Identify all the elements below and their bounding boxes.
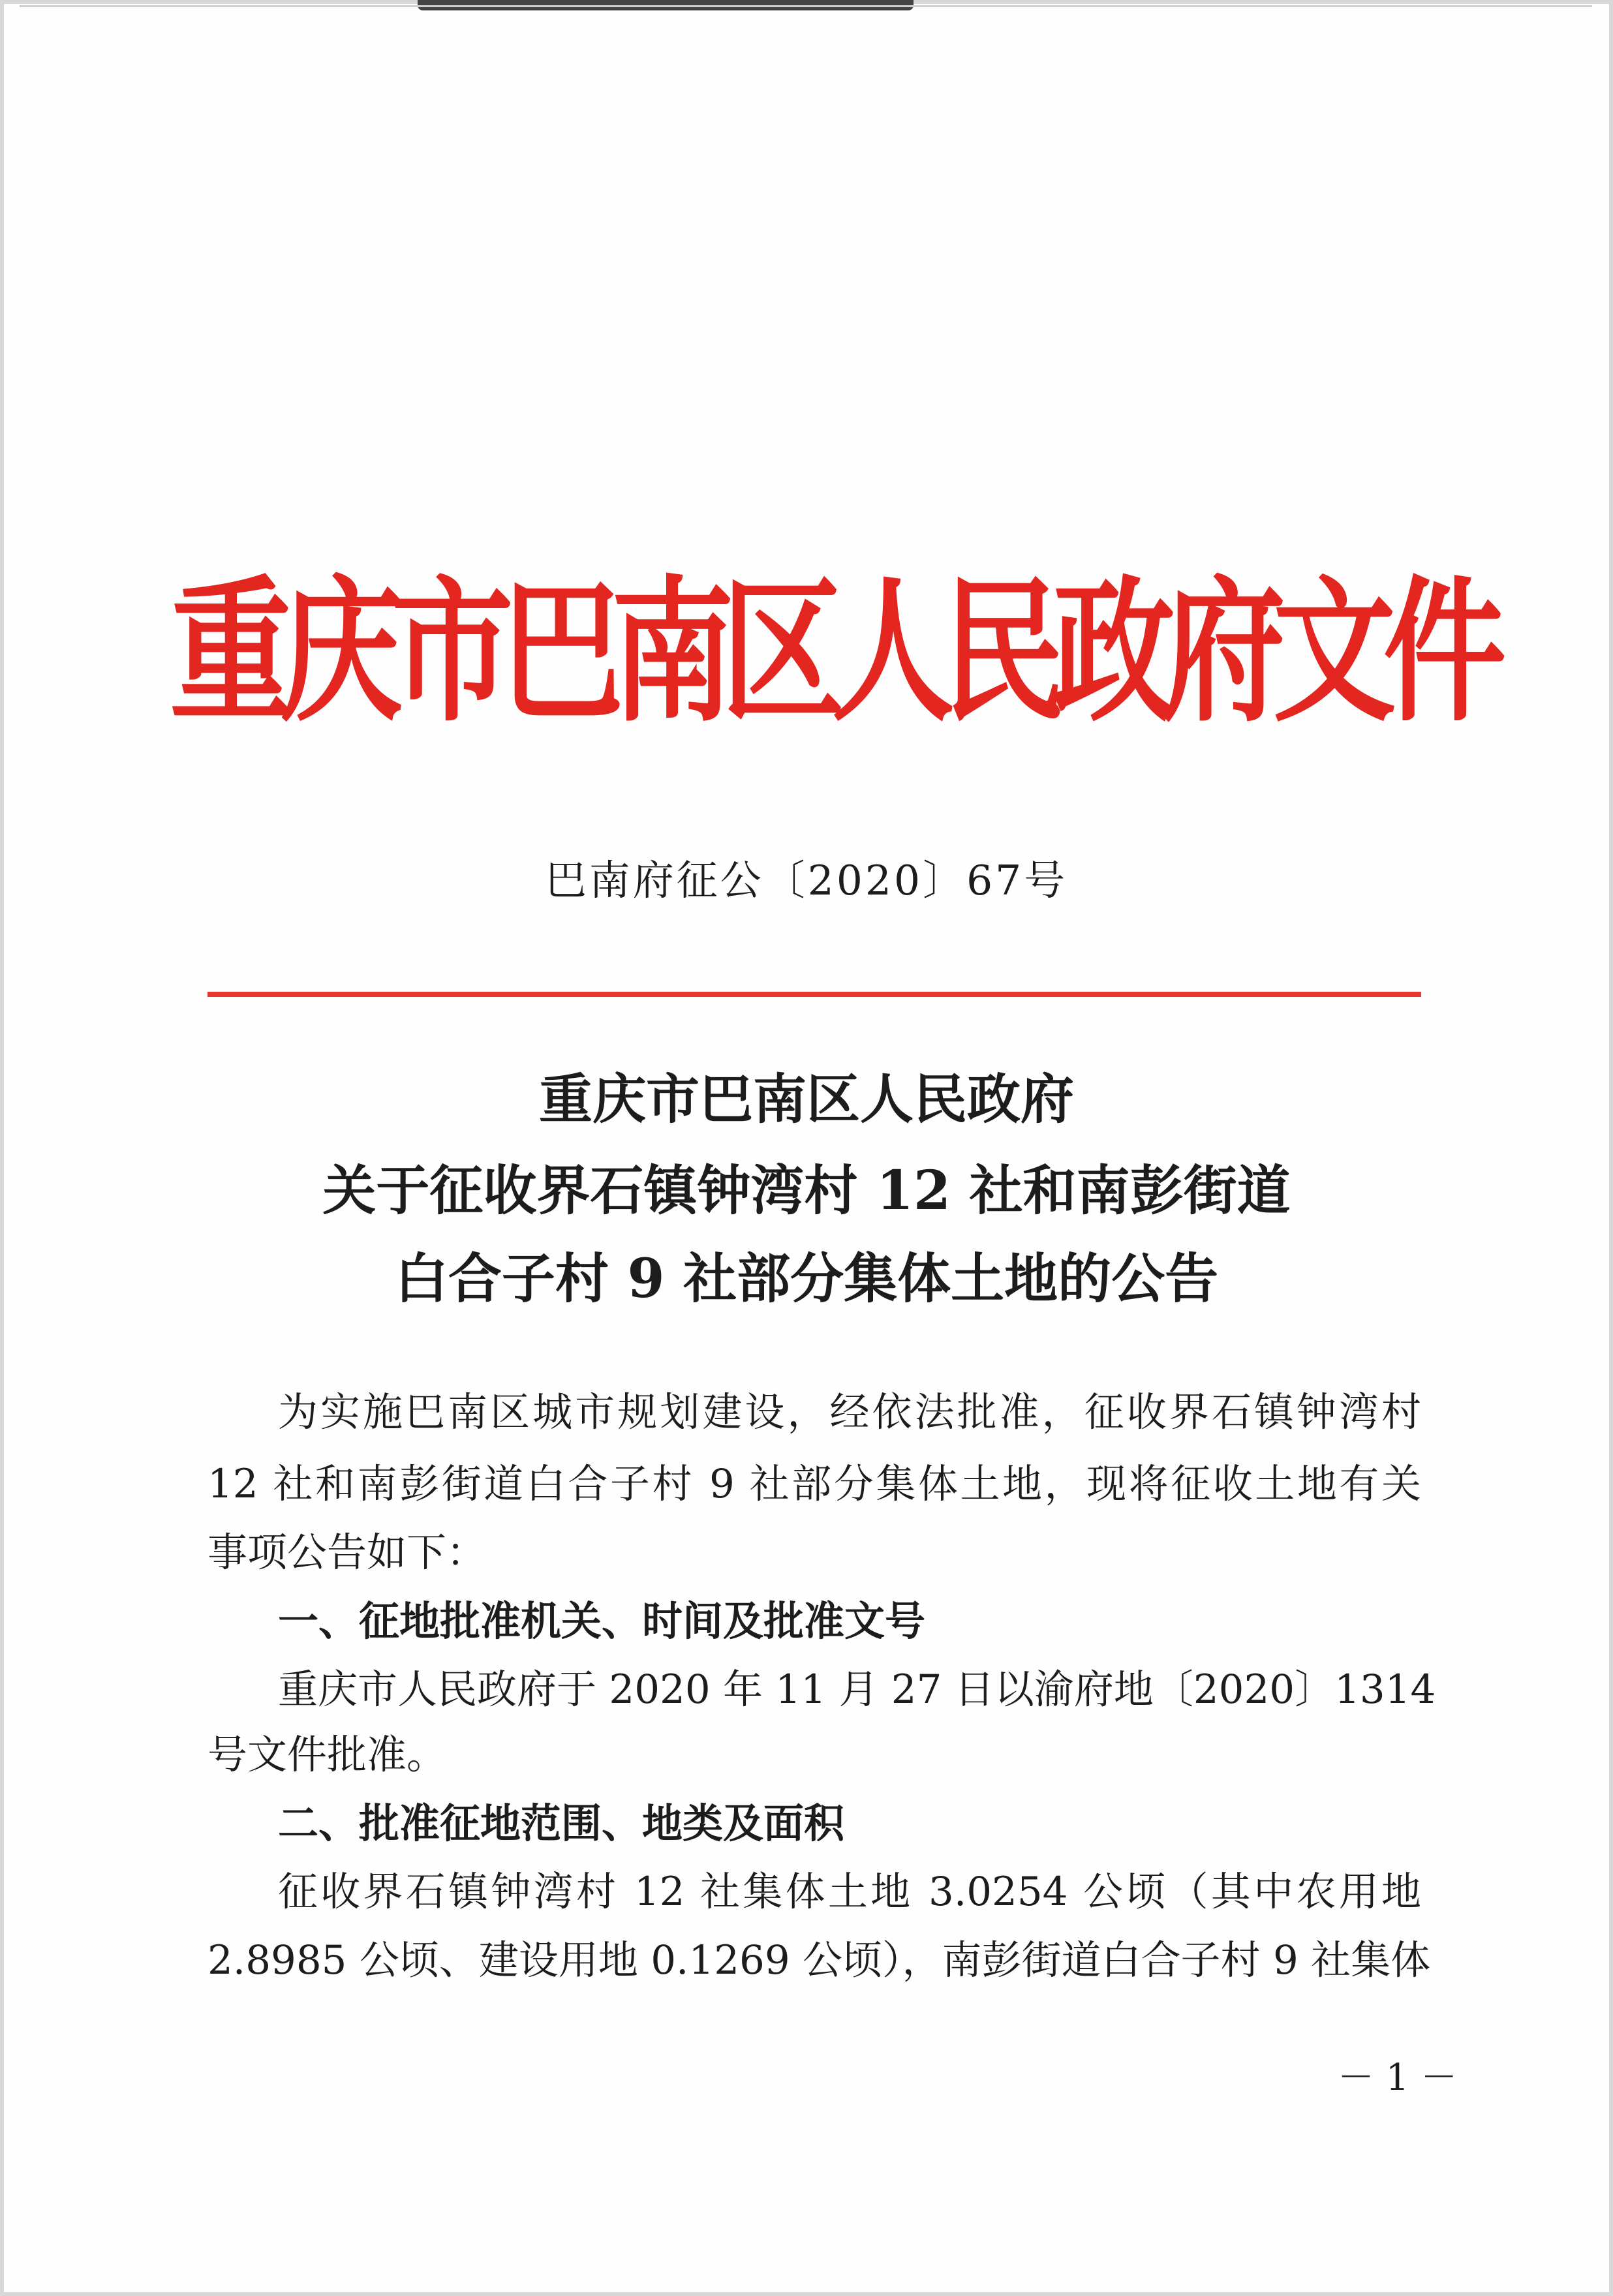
- notice-title-line-1: 重庆市巴南区人民政府: [538, 1068, 1074, 1131]
- notice-title-line-3: 白合子村 9 社部分集体土地的公告: [394, 1247, 1219, 1310]
- section-1-heading: 一、征地批准机关、时间及批准文号: [278, 1597, 926, 1645]
- intro-line-1: 为实施巴南区城市规划建设，经依法批准，征收界石镇钟湾村: [278, 1389, 1421, 1435]
- section-1-line-1: 重庆市人民政府于 2020 年 11 月 27 日以渝府地〔2020〕1314: [278, 1666, 1436, 1713]
- intro-line-3: 事项公告如下：: [207, 1529, 487, 1576]
- section-1-line-2: 号文件批准。: [207, 1732, 447, 1778]
- section-2-line-1: 征收界石镇钟湾村 12 社集体土地 3.0254 公顷（其中农用地: [278, 1869, 1421, 1915]
- page-number: － 1 －: [1338, 2057, 1458, 2099]
- section-2-heading: 二、批准征地范围、地类及面积: [278, 1799, 845, 1847]
- notice-title-line-2: 关于征收界石镇钟湾村 12 社和南彭街道: [322, 1159, 1291, 1222]
- section-2-line-2: 2.8985 公顷、建设用地 0.1269 公顷），南彭街道白合子村 9 社集体: [207, 1937, 1431, 1983]
- intro-line-2: 12 社和南彭街道白合子村 9 社部分集体土地，现将征收土地有关: [207, 1461, 1421, 1507]
- scan-top-edge: [20, 5, 1592, 7]
- red-divider-line: [207, 992, 1421, 997]
- document-number: 巴南府征公〔2020〕67号: [545, 857, 1068, 904]
- document-header-title: 重庆市巴南区人民政府文件: [170, 561, 1494, 743]
